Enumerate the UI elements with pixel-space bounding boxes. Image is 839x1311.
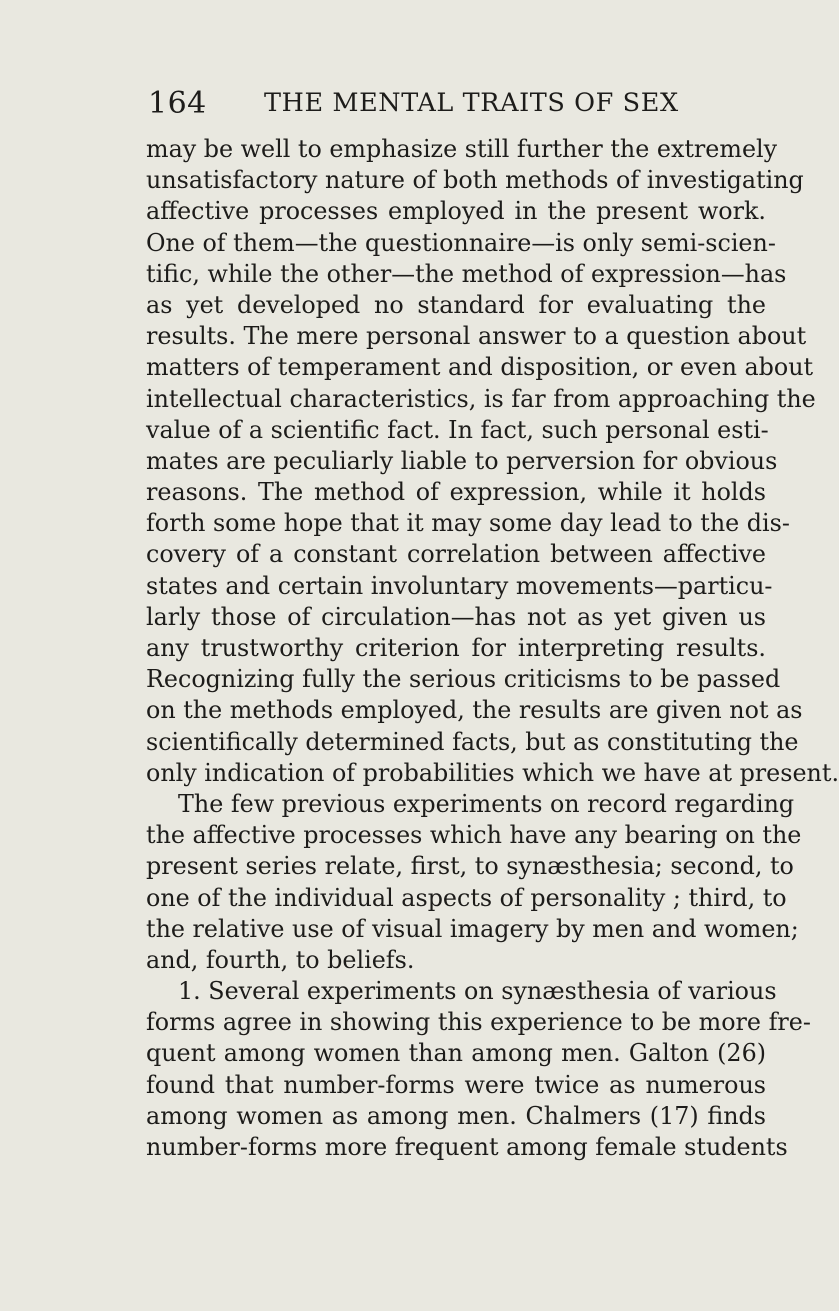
text-line: quent among women than among men. Galton (26) (146, 1039, 766, 1068)
text-line: larly those of circulation—has not as yet given us (146, 602, 766, 631)
page-number: 164 (148, 86, 207, 121)
text-line: reasons. The method of expression, while it holds (146, 478, 766, 507)
text-line: and, fourth, to beliefs. (146, 945, 415, 974)
text-line: tific, while the other—the method of expression—has (146, 259, 787, 288)
page-header (148, 86, 679, 126)
text-line: states and certain involuntary movements—particu- (146, 571, 773, 600)
text-line: affective processes employed in the present work. (146, 197, 766, 226)
text-line: covery of a constant correlation between affective (146, 540, 766, 569)
text-line: on the methods employed, the results are given not as (146, 696, 803, 725)
text-line: Recognizing fully the serious criticisms to be passed (146, 665, 781, 694)
text-line: The few previous experiments on record regarding (178, 789, 795, 818)
text-line: present series relate, first, to synæsthesia; second, to (146, 852, 794, 881)
text-line: results. The mere personal answer to a question about (146, 322, 807, 351)
text-line: the relative use of visual imagery by men and women; (146, 914, 799, 943)
text-line: number-forms more frequent among female students (146, 1133, 788, 1161)
text-line: One of them—the questionnaire—is only semi-scien- (146, 228, 776, 257)
running-head: THE MENTAL TRAITS OF SEX (264, 88, 679, 118)
text-line: forms agree in showing this experience to be more fre- (146, 1008, 811, 1037)
text-line: found that number-forms were twice as numerous (146, 1070, 766, 1099)
text-line: forth some hope that it may some day lead to the dis- (146, 509, 790, 538)
body-text (146, 134, 839, 1163)
text-line: 1. Several experiments on synæsthesia of various (178, 977, 777, 1006)
text-line: among women as among men. Chalmers (17) finds (146, 1101, 766, 1130)
text-line: scientifically determined facts, but as constituting the (146, 727, 799, 756)
text-line: as yet developed no standard for evaluating the (146, 290, 766, 319)
text-line: the affective processes which have any bearing on the (146, 821, 802, 850)
text-line: unsatisfactory nature of both methods of investigating (146, 166, 804, 195)
text-line: only indication of probabilities which we have at present. (146, 758, 839, 787)
text-line: mates are peculiarly liable to perversion for obvious (146, 446, 778, 475)
text-line: any trustworthy criterion for interpreting results. (146, 634, 766, 662)
text-line: intellectual characteristics, is far from approaching the (146, 384, 816, 413)
text-line: one of the individual aspects of personality ; third, to (146, 883, 787, 912)
text-line: matters of temperament and disposition, or even about (146, 353, 814, 382)
text-line: value of a scientific fact. In fact, such personal esti- (146, 415, 769, 444)
text-line: may be well to emphasize still further the extremely (146, 135, 778, 163)
